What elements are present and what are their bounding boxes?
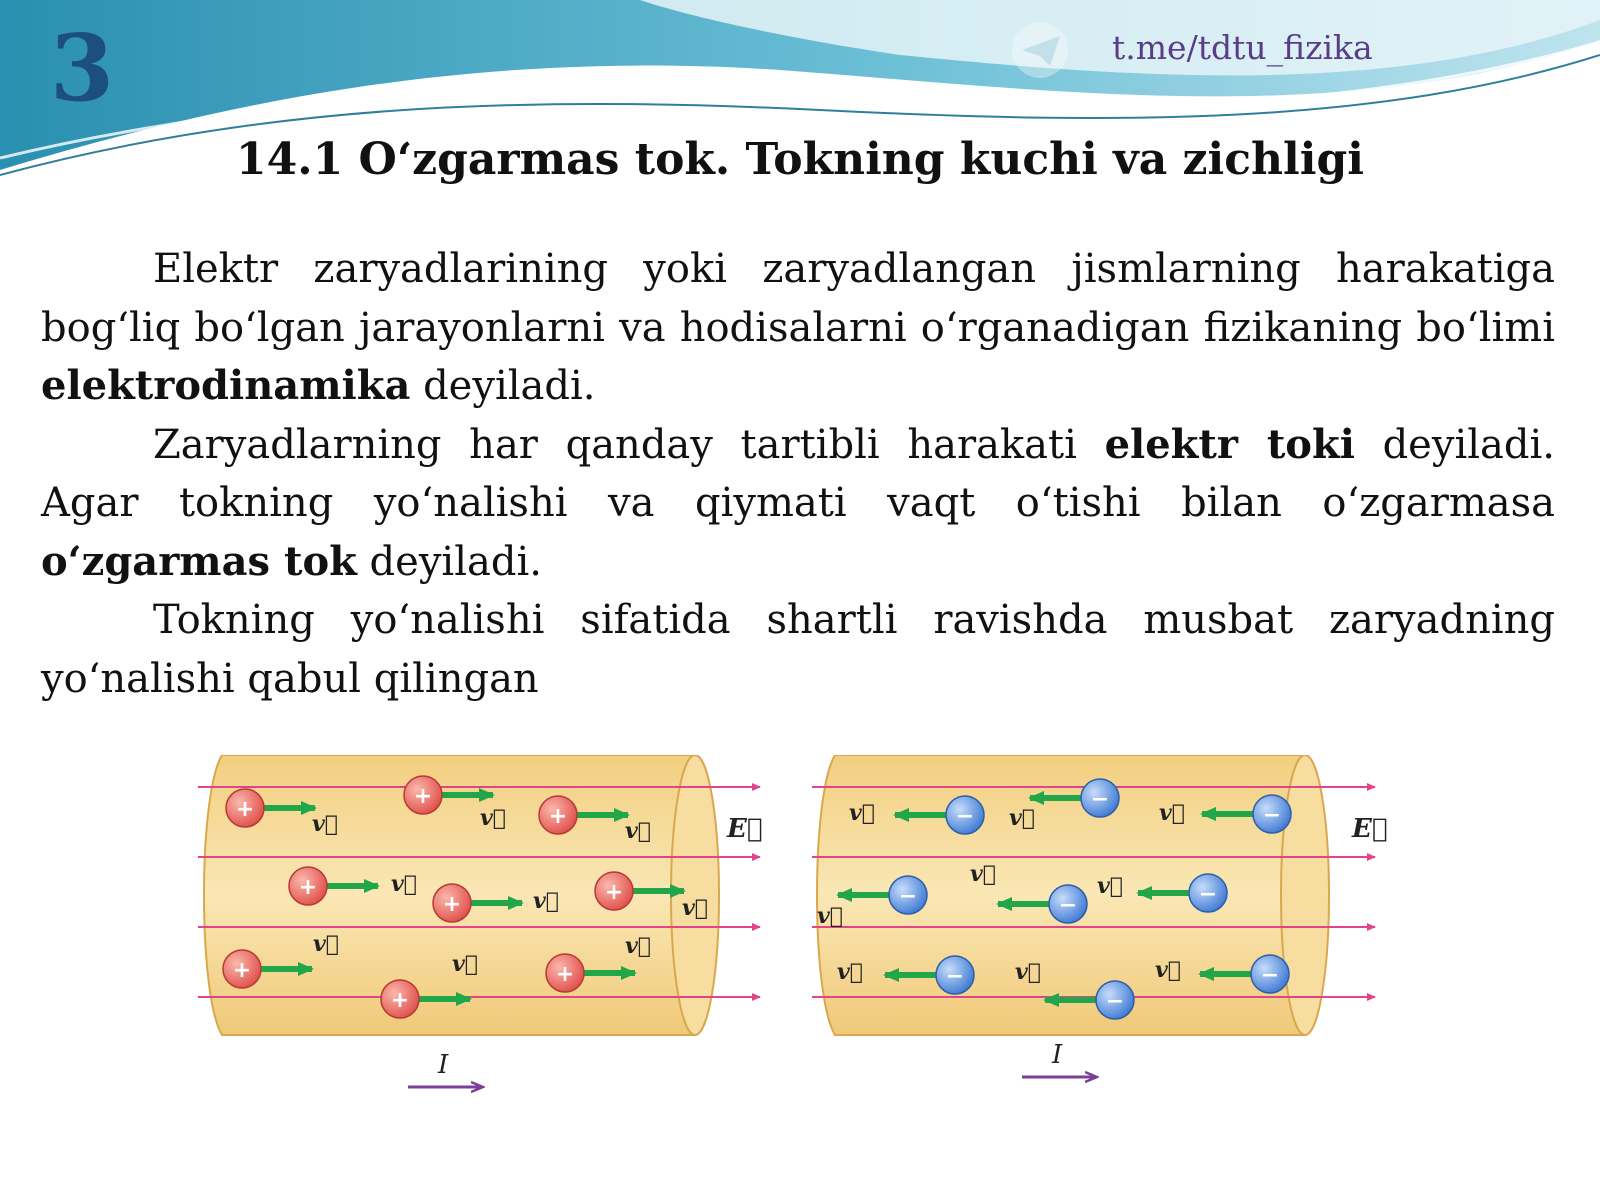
field-label: E⃗ [727, 814, 763, 844]
charge-sign: − [1260, 963, 1280, 988]
charge-sign: + [604, 880, 624, 905]
velocity-label: v⃗ [625, 818, 651, 844]
charge-sign: − [1198, 882, 1218, 907]
velocity-label: v⃗ [452, 951, 478, 977]
paragraph-electrodynamics: Elektr zaryadlarining yoki zaryadlangan jismlarning harakatiga bog‘liq bo‘lgan jarayonlarni va hodisalarni o‘rganadigan fizikaning bo‘limi elektrodinamika deyiladi. [41, 246, 1555, 409]
term-elektr-toki: elektr toki [1104, 420, 1355, 468]
velocity-label: v⃗ [1097, 873, 1123, 899]
paragraph-electric-current: Zaryadlarning har qanday tartibli harakati elektr toki deyiladi. Agar tokning yo‘nalishi va qiymati vaqt o‘tishi bilan o‘zgarmasa o‘zgarmas tok deyiladi. [41, 420, 1555, 585]
charge-sign: − [1262, 803, 1282, 828]
paragraph-current-direction: Tokning yo‘nalishi sifatida shartli ravishda musbat zaryadning yo‘nalishi qabul qilingan [41, 597, 1555, 702]
velocity-label: v⃗ [849, 800, 875, 826]
charge-sign: − [898, 884, 918, 909]
velocity-label: v⃗ [480, 805, 506, 831]
velocity-label: v⃗ [1159, 800, 1185, 826]
charge-sign: − [1105, 989, 1125, 1014]
charge-sign: + [232, 958, 252, 983]
charge-sign: + [555, 962, 575, 987]
current-label: I [1052, 1040, 1063, 1070]
charge-sign: + [390, 988, 410, 1013]
current-figure [190, 755, 1440, 1135]
body-text [41, 240, 1555, 708]
term-elektrodinamika: elektrodinamika [41, 362, 411, 409]
velocity-label: v⃗ [837, 959, 863, 985]
velocity-label: v⃗ [1009, 805, 1035, 831]
velocity-label: v⃗ [625, 933, 651, 959]
slide-number: 3 [50, 14, 115, 122]
cylinder-end-face [1281, 755, 1329, 1035]
velocity-label: v⃗ [391, 871, 417, 897]
charge-sign: − [945, 964, 965, 989]
charge-sign: − [955, 804, 975, 829]
velocity-label: v⃗ [1155, 957, 1181, 983]
channel-link[interactable]: t.me/tdtu_fizika [1112, 28, 1373, 67]
field-label: E⃗ [1352, 814, 1388, 844]
telegram-icon [1012, 22, 1068, 78]
velocity-label: v⃗ [970, 861, 996, 887]
velocity-label: v⃗ [682, 895, 708, 921]
velocity-label: v⃗ [533, 888, 559, 914]
velocity-label: v⃗ [313, 931, 339, 957]
velocity-label: v⃗ [312, 811, 338, 837]
velocity-label: v⃗ [817, 903, 843, 929]
current-label: I [438, 1050, 449, 1080]
charge-sign: + [442, 892, 462, 917]
charge-sign: + [548, 804, 568, 829]
charge-sign: − [1090, 787, 1110, 812]
charge-sign: + [413, 784, 433, 809]
negative-charge-panel [812, 755, 1387, 1077]
charge-sign: + [235, 797, 255, 822]
positive-charge-panel [198, 755, 762, 1087]
slide-title: 14.1 O‘zgarmas tok. Tokning kuchi va zichligi [236, 134, 1364, 185]
charge-sign: − [1058, 893, 1078, 918]
velocity-label: v⃗ [1015, 959, 1041, 985]
term-ozgarmas-tok: o‘zgarmas tok [41, 537, 357, 585]
charge-sign: + [298, 875, 318, 900]
